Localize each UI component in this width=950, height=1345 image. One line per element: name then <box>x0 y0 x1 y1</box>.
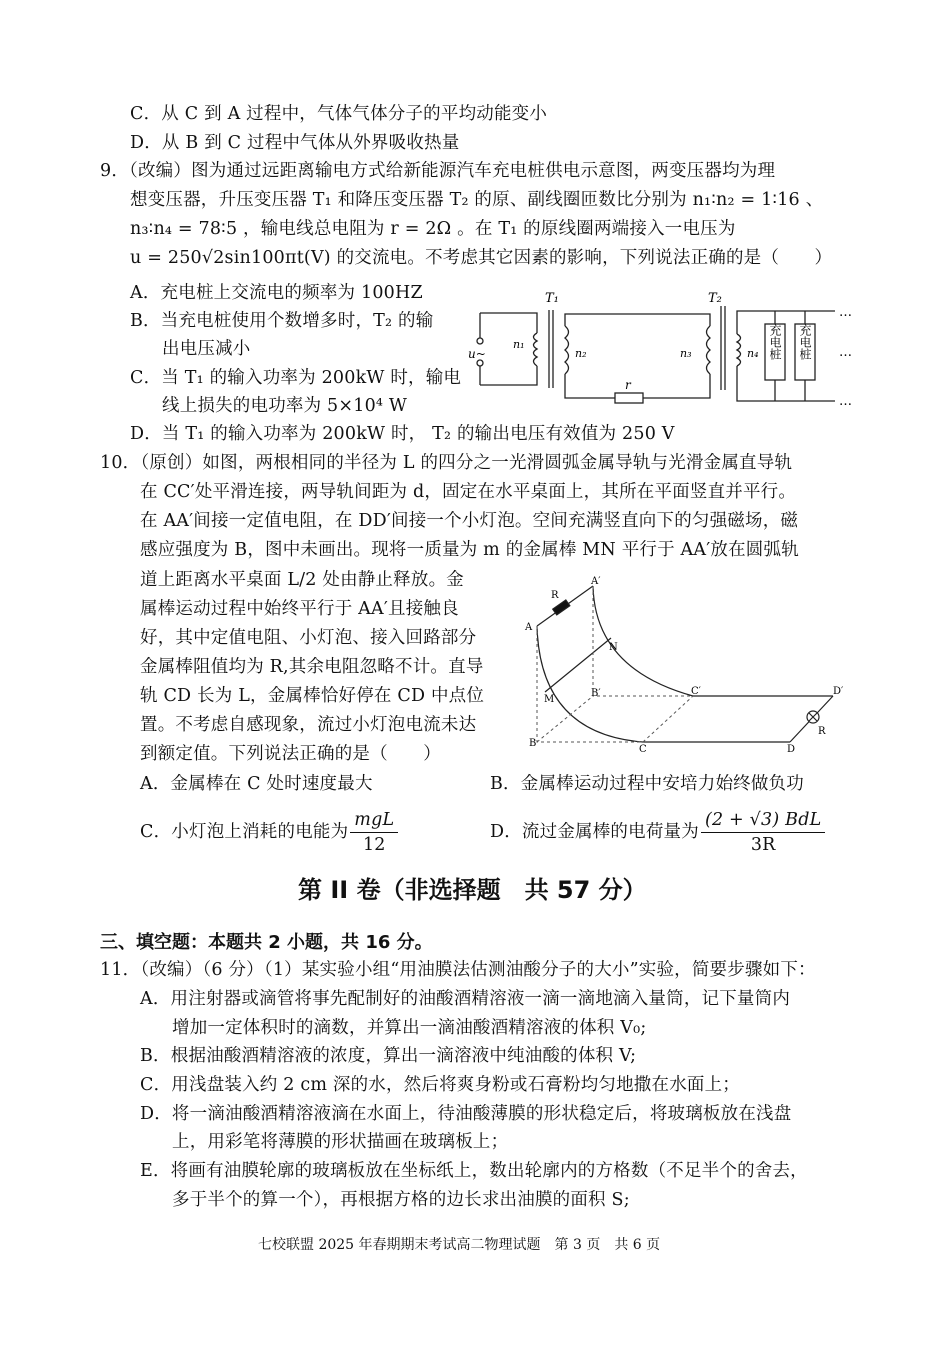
q9-stem-line-4: u = 250√2sin100πt(V) 的交流电。不考虑其它因素的影响，下列说法正确的是（ ） <box>130 248 833 268</box>
n4-label: n₄ <box>747 347 759 360</box>
n2-label: n₂ <box>575 347 587 360</box>
q10-option-b: B．金属棒运动过程中安培力始终做负功 <box>490 774 804 794</box>
point-a-label: A <box>525 622 533 633</box>
u-source-label: u~ <box>468 347 486 361</box>
q11-step-e-line-2: 多于半个的算一个），再根据方格的边长求出油膜的面积 S; <box>172 1190 630 1210</box>
q10-stem-line-4: 感应强度为 B，图中未画出。现将一质量为 m 的金属棒 MN 平行于 AA′放在圆弧轨 <box>140 540 799 560</box>
page-footer: 七校联盟 2025 年春期期末考试高二物理试题 第 3 页 共 6 页 <box>258 1237 661 1253</box>
q10-stem-line-8: 金属棒阻值均为 R,其余电阻忽略不计。直导 <box>140 657 484 677</box>
q11-step-b: B．根据油酸酒精溶液的浓度，算出一滴溶液中纯油酸的体积 V; <box>140 1046 637 1066</box>
q10-option-d-numerator: (2 + √3) BdL <box>701 808 826 833</box>
q9-option-b-line-1: B．当充电桩使用个数增多时，T₂ 的输 <box>130 311 434 331</box>
q8-option-d: D．从 B 到 C 过程中气体从外界吸收热量 <box>130 133 460 153</box>
q9-option-c-line-2: 线上损失的电功率为 5×10⁴ W <box>162 396 408 416</box>
continuation-dots-middle: … <box>839 345 852 360</box>
q10-stem-line-5: 道上距离水平桌面 L/2 处由静止释放。金 <box>140 570 464 590</box>
q10-option-c-fraction <box>350 808 398 857</box>
point-b-prime-label: B′ <box>591 688 601 699</box>
q10-rail-diagram <box>515 574 855 754</box>
q10-option-c-text: C．小灯泡上消耗的电能为 <box>140 822 349 842</box>
point-c-label: C <box>639 744 647 754</box>
q10-stem-line-1: 10．（原创）如图，两根相同的半径为 L 的四分之一光滑圆弧金属导轨与光滑金属直导轨 <box>100 453 793 473</box>
q10-stem-line-9: 轨 CD 长为 L，金属棒恰好停在 CD 中点位 <box>140 686 485 706</box>
q9-option-b-line-2: 出电压减小 <box>162 339 251 359</box>
q10-option-d-text: D．流过金属棒的电荷量为 <box>490 822 699 842</box>
q10-option-c-numerator: mgL <box>350 808 398 833</box>
q11-step-d-line-1: D．将一滴油酸酒精溶液滴在水面上，待油酸薄膜的形状稳定后，将玻璃板放在浅盘 <box>140 1104 792 1124</box>
continuation-dots-top: … <box>839 305 852 320</box>
q11-step-d-line-2: 上，用彩笔将薄膜的形状描画在玻璃板上； <box>172 1132 509 1152</box>
point-d-label: D <box>787 744 796 754</box>
q10-stem-line-2: 在 CC′处平滑连接，两导轨间距为 d，固定在水平桌面上，其所在平面竖直并平行。 <box>140 482 797 502</box>
q10-option-c <box>140 806 400 858</box>
q10-option-c-denominator: 12 <box>362 835 386 855</box>
q8-option-c: C．从 C 到 A 过程中，气体气体分子的平均动能变小 <box>130 104 548 124</box>
charging-pile-2-label: 充电桩 <box>798 324 812 360</box>
n1-label: n₁ <box>513 338 525 351</box>
q10-stem-line-3: 在 AA′间接一定值电阻，在 DD′间接一个小灯泡。空间充满竖直向下的匀强磁场，磁 <box>140 511 799 531</box>
t1-label: T₁ <box>545 291 559 306</box>
q10-option-a: A．金属棒在 C 处时速度最大 <box>140 774 373 794</box>
q10-option-d <box>490 806 827 858</box>
section-3-title: 三、填空题：本题共 2 小题，共 16 分。 <box>100 932 433 953</box>
resistor-r-top-label: R <box>551 590 559 601</box>
continuation-dots-bottom: … <box>839 394 852 409</box>
point-n-label: N <box>609 642 618 653</box>
q9-stem-line-2: 想变压器，升压变压器 T₁ 和降压变压器 T₂ 的原、副线圈匝数比分别为 n₁∶n₂ = 1∶16 、 <box>130 190 824 210</box>
n3-label: n₃ <box>680 347 692 360</box>
resistor-r-label: r <box>625 378 631 392</box>
q11-step-e-line-1: E．将画有油膜轮廓的玻璃板放在坐标纸上，数出轮廓内的方格数（不足半个的舍去， <box>140 1161 808 1181</box>
q9-stem-line-1: 9．（改编）图为通过远距离输电方式给新能源汽车充电桩供电示意图，两变压器均为理 <box>100 161 776 181</box>
q9-option-d: D．当 T₁ 的输入功率为 200kW 时， T₂ 的输出电压有效值为 250 V <box>130 424 675 444</box>
section-2-title: 第 II 卷（非选择题 共 57 分） <box>298 876 647 904</box>
q10-option-d-fraction <box>701 808 826 857</box>
point-d-prime-label: D′ <box>833 686 844 697</box>
q10-stem-line-11: 到额定值。下列说法正确的是（ ） <box>140 744 441 764</box>
point-c-prime-label: C′ <box>691 686 701 697</box>
q9-transmission-circuit-diagram <box>465 286 865 412</box>
q11-step-a-line-1: A．用注射器或滴管将事先配制好的油酸酒精溶液一滴一滴地滴入量筒，记下量筒内 <box>140 989 791 1009</box>
q10-stem-line-10: 置。不考虑自感现象，流过小灯泡电流未达 <box>140 715 477 735</box>
q10-stem-line-6: 属棒运动过程中始终平行于 AA′且接触良 <box>140 599 459 619</box>
charging-pile-1-label: 充电桩 <box>768 324 782 360</box>
point-a-prime-label: A′ <box>591 576 601 587</box>
lamp-r-label: R <box>818 726 826 737</box>
q11-stem-line-1: 11．（改编）（6 分）（1）某实验小组“用油膜法估测油酸分子的大小”实验，简要步骤如下： <box>100 960 816 980</box>
point-m-label: M <box>544 694 555 705</box>
q10-stem-line-7: 好，其中定值电阻、小灯泡、接入回路部分 <box>140 628 477 648</box>
q9-option-a: A．充电桩上交流电的频率为 100HZ <box>130 283 423 303</box>
q9-option-c-line-1: C．当 T₁ 的输入功率为 200kW 时，输电 <box>130 368 462 388</box>
q11-step-c: C．用浅盘装入约 2 cm 深的水，然后将爽身粉或石膏粉均匀地撒在水面上； <box>140 1075 741 1095</box>
t2-label: T₂ <box>708 291 722 306</box>
q11-step-a-line-2: 增加一定体积时的滴数，并算出一滴油酸酒精溶液的体积 V₀; <box>172 1018 647 1038</box>
point-b-label: B <box>529 738 537 749</box>
q10-option-d-denominator: 3R <box>750 835 776 855</box>
q9-stem-line-3: n₃∶n₄ = 78∶5 ，输电线总电阻为 r = 2Ω 。在 T₁ 的原线圈两端接入一电压为 <box>130 219 736 239</box>
